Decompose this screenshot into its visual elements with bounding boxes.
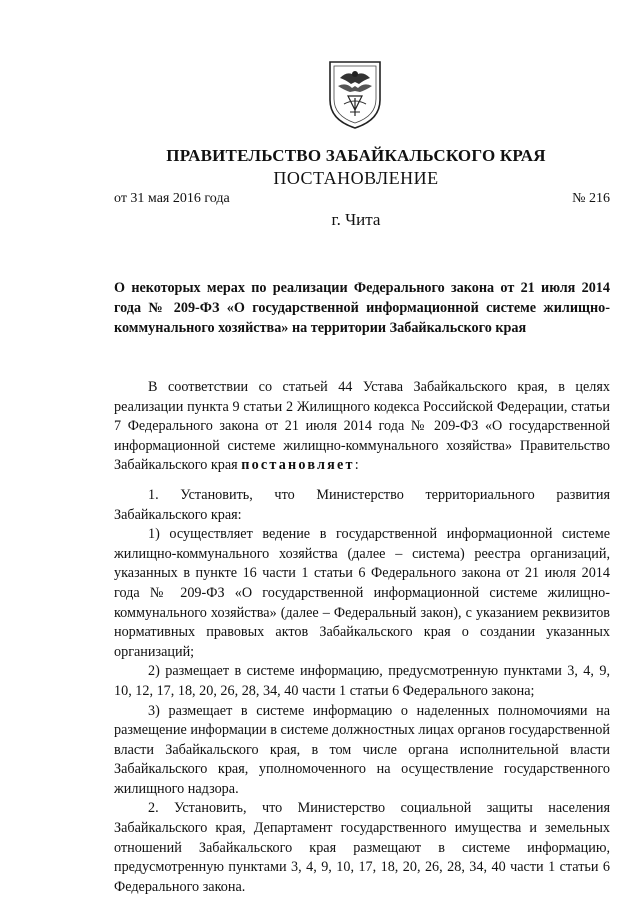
paragraph-1-3: 3) размещает в системе информацию о наделенных полномочиями на размещение информации в системе должностных лицах органов государственной власти Забайкальского края, в том числе органа исполнительной власти Забайкальского края, уполномоченного на осуществление государственного жилищного надзора. [114, 702, 610, 797]
document-number: № 216 [572, 191, 610, 206]
document-body [114, 378, 610, 897]
document-type: ПОСТАНОВЛЕНИЕ [273, 168, 439, 188]
preamble-text: В соответствии со статьей 44 Устава Забайкальского края, в целях реализации пункта 9 статьи 2 Жилищного кодекса Российской Федерации, статьи 7 Федерального закона от 21 июля 2014 года № 209-ФЗ «О государственной информационной системе жилищно-коммунального хозяйства» Правительство Забайкальского края [114, 379, 610, 474]
paragraph-1-1: 1) осуществляет ведение в государственной информационной системе жилищно-коммунального хозяйства (далее – система) реестра организаций, указанных в пункте 16 части 1 статьи 6 Федерального закона от 21 июля 2014 года № 209-ФЗ «О государственной информационной системе жилищно-коммунального хозяйства» (далее – Федеральный закон), с указанием реквизитов нормативных правовых актов Забайкальского края о создании указанных организаций; [114, 526, 610, 660]
document-city: г. Чита [331, 210, 381, 229]
coat-of-arms-emblem [326, 58, 384, 130]
paragraph-2: 2. Установить, что Министерство социальной защиты населения Забайкальского края, Департамент государственного имущества и земельных отношений Забайкальского края размещают в системе информацию, предусмотренную пунктами 3, 4, 9, 10, 17, 18, 20, 26, 28, 34, 40 части 1 статьи 6 Федерального закона. [114, 800, 610, 895]
government-title: ПРАВИТЕЛЬСТВО ЗАБАЙКАЛЬСКОГО КРАЯ [166, 146, 546, 165]
paragraph-1: 1. Установить, что Министерство территориального развития Забайкальского края: [114, 486, 610, 523]
paragraph-1-2: 2) размещает в системе информацию, предусмотренную пунктами 3, 4, 9, 10, 12, 17, 18, 20, 26, 28, 34, 40 части 1 статьи 6 Федерального закона; [114, 663, 610, 699]
preamble-tail: : [354, 457, 359, 474]
document-subject: О некоторых мерах по реализации Федерального закона от 21 июля 2014 года № 209-ФЗ «О государственной информационной системе жилищно-коммунального хозяйства» на территории Забайкальского края [114, 280, 610, 336]
document-date: от 31 мая 2016 года [114, 191, 230, 206]
preamble-emphasis: постановляет [241, 457, 355, 474]
preamble [114, 378, 610, 476]
